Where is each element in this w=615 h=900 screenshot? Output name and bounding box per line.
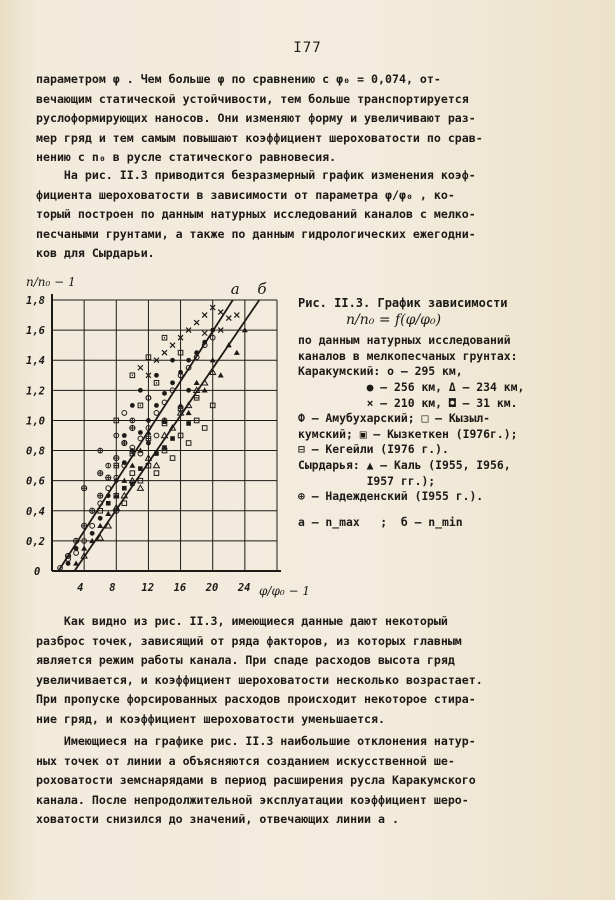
caption-line: × – 210 км, ◘ – 31 км. <box>298 395 518 410</box>
reference-line-label: б <box>257 280 267 298</box>
text-line: ховатости снизился до значений, отвечающих линии а . <box>36 812 399 827</box>
y-tick-label: 1,4 <box>26 355 45 368</box>
data-point <box>138 430 143 435</box>
data-point <box>218 372 224 377</box>
data-point <box>90 531 95 536</box>
y-tick-label: 0,2 <box>26 535 45 548</box>
text-line: торый построен по данным натурных исследований каналов с мелко- <box>36 207 476 222</box>
data-point <box>137 485 143 490</box>
text-line: параметром φ . Чем больше φ по сравнению с φ₀ = 0,074, от- <box>36 72 441 86</box>
caption-line: ⊕ – Надежденский (I955 г.). <box>298 489 484 504</box>
data-point <box>66 561 71 566</box>
data-point <box>186 441 191 446</box>
data-point <box>138 466 143 471</box>
data-point <box>98 493 103 498</box>
data-point <box>122 460 127 465</box>
data-point <box>154 381 159 386</box>
data-point <box>218 310 223 315</box>
caption-line: ⊟ – Кегейли (I976 г.). <box>298 442 449 457</box>
x-tick-label: 12 <box>141 582 155 594</box>
data-point <box>122 440 127 445</box>
x-axis-label: φ/φ₀ − 1 <box>259 584 310 598</box>
text-line: фициента шероховатости в зависимости от параметра φ/φ₀ , ко- <box>36 187 455 202</box>
data-point <box>98 471 103 476</box>
data-point <box>226 316 231 321</box>
data-point <box>154 433 159 438</box>
data-point <box>178 370 183 375</box>
data-point <box>186 358 191 363</box>
data-point <box>138 365 143 370</box>
data-point <box>153 463 159 468</box>
data-point <box>90 508 95 513</box>
y-tick-label: 0,6 <box>26 475 45 488</box>
data-point <box>234 313 239 318</box>
y-tick-label: 1,2 <box>26 385 45 398</box>
data-point <box>154 403 159 408</box>
caption-line: Ф – Амубухарский; □ – Кызыл- <box>298 411 491 426</box>
data-point <box>162 445 167 450</box>
text-line: руслоформирующих наносов. Они изменяют форму и увеличивают раз- <box>36 111 476 126</box>
text-line: ных точек от линии а объясняются созданием искусственной ше- <box>36 753 455 768</box>
text-line: Имеющиеся на графике рис. II.3 наибольшие отклонения натур- <box>36 734 476 748</box>
paragraph-4 <box>36 732 584 830</box>
caption-title: Рис. II.3. График зависимости <box>298 296 508 310</box>
data-point <box>170 380 175 385</box>
data-point <box>90 523 95 528</box>
data-point <box>170 436 175 441</box>
caption-line: Сырдарья: ▲ – Каль (I955, I956, <box>298 457 511 472</box>
data-point <box>154 471 159 476</box>
data-point <box>146 395 151 400</box>
text-line: мер гряд и тем самым повышают коэффициент шероховатости по срав- <box>36 130 483 145</box>
scatter-plot <box>22 268 310 598</box>
text-line: роховатости земснарядами в период расширения русла Каракумского <box>36 773 476 788</box>
caption-lines-note: а – n_max ; б – n_min <box>298 514 463 529</box>
y-axis-label: n/n₀ − 1 <box>26 275 76 289</box>
data-point <box>130 471 135 476</box>
paragraph-3 <box>36 612 584 730</box>
data-point <box>186 410 192 415</box>
data-point <box>146 418 151 423</box>
data-point <box>234 350 240 355</box>
data-point <box>194 380 200 385</box>
text-line: При пропуске форсированных расходов происходит некоторое стира- <box>36 692 476 707</box>
caption-line: кумский; ▣ – Кызкеткен (I976г.); <box>298 426 518 441</box>
data-point <box>106 501 111 506</box>
data-point <box>130 373 135 378</box>
data-point <box>194 320 199 325</box>
data-point <box>105 511 111 516</box>
y-tick-label: 0,4 <box>26 505 45 518</box>
caption-line: каналов в мелкопесчаных грунтах: <box>298 348 518 363</box>
x-tick-label: 24 <box>237 582 251 594</box>
text-line: канала. После непродолжительной эксплуатации коэффициент шеро- <box>36 792 469 807</box>
data-point <box>170 343 175 348</box>
reference-line-label: а <box>230 280 240 298</box>
data-point <box>130 403 135 408</box>
y-tick-label: 1,8 <box>26 295 45 307</box>
data-point <box>202 313 207 318</box>
data-point <box>138 388 143 393</box>
data-point <box>178 402 184 407</box>
text-line: разброс точек, зависящий от ряда факторов, из которых главным <box>36 633 462 648</box>
data-point <box>162 335 167 340</box>
data-point <box>162 350 167 355</box>
data-point <box>130 425 135 430</box>
data-point <box>106 463 111 468</box>
x-tick-label: 8 <box>109 582 116 594</box>
y-tick-label: 0 <box>34 566 41 578</box>
data-point <box>162 391 167 396</box>
text-line: ков для Сырдарьи. <box>36 246 155 261</box>
text-line: песчаными грунтами, а также по данным гидрологических ежегодни- <box>36 226 476 241</box>
data-point <box>129 463 135 468</box>
data-point <box>194 396 199 401</box>
paragraph-2 <box>36 166 584 264</box>
text-line: нению с n₀ в русле статического равновесия. <box>36 150 337 165</box>
caption-line: ● – 256 км, Δ – 234 км, <box>298 379 525 394</box>
caption-line: по данным натурных исследований <box>298 333 511 348</box>
x-tick-label: 20 <box>205 582 219 594</box>
data-point <box>106 475 111 480</box>
x-tick-label: 16 <box>173 582 187 594</box>
data-point <box>74 551 79 556</box>
data-point <box>146 441 151 446</box>
data-point <box>122 486 127 491</box>
data-point <box>114 455 119 460</box>
text-line: ние гряд, и коэффициент шероховатости уменьшается. <box>36 711 386 726</box>
paragraph-1 <box>36 70 584 168</box>
caption-formula: n/n₀ = f(φ/φ₀) <box>346 311 442 328</box>
figure-caption <box>298 296 598 530</box>
caption-line: I957 гг.); <box>298 473 436 488</box>
data-point <box>170 456 175 461</box>
data-point <box>98 516 103 521</box>
data-point <box>186 421 191 426</box>
data-point <box>154 373 159 378</box>
data-point <box>122 411 127 416</box>
data-point <box>97 523 103 528</box>
page-number: I77 <box>293 40 322 56</box>
figure-chart <box>22 268 310 598</box>
data-point <box>170 358 175 363</box>
data-point <box>122 433 127 438</box>
text-line: На рис. II.3 приводится безразмерный график изменения коэф- <box>36 168 476 182</box>
text-line: Как видно из рис. II.3, имеющиеся данные дают некоторый <box>36 614 448 628</box>
y-tick-label: 1,6 <box>26 325 45 338</box>
data-point <box>82 486 87 491</box>
x-tick-label: 4 <box>77 582 84 594</box>
caption-line: Каракумский: о – 295 км, <box>298 364 463 379</box>
data-point <box>81 545 87 550</box>
data-point <box>202 331 207 336</box>
text-line: увеличивается, и коэффициент шероховатости несколько возрастает. <box>36 672 483 687</box>
data-point <box>186 388 191 393</box>
data-point <box>202 426 207 431</box>
data-point <box>138 403 143 408</box>
y-tick-label: 0,8 <box>26 445 45 458</box>
data-point <box>114 433 119 438</box>
y-tick-label: 1,0 <box>26 415 45 428</box>
text-line: является режим работы канала. При спаде расходов высота гряд <box>36 653 455 668</box>
text-line: вечающим статической устойчивости, тем больше транспортируется <box>36 91 469 106</box>
reference-line-b <box>75 300 260 571</box>
